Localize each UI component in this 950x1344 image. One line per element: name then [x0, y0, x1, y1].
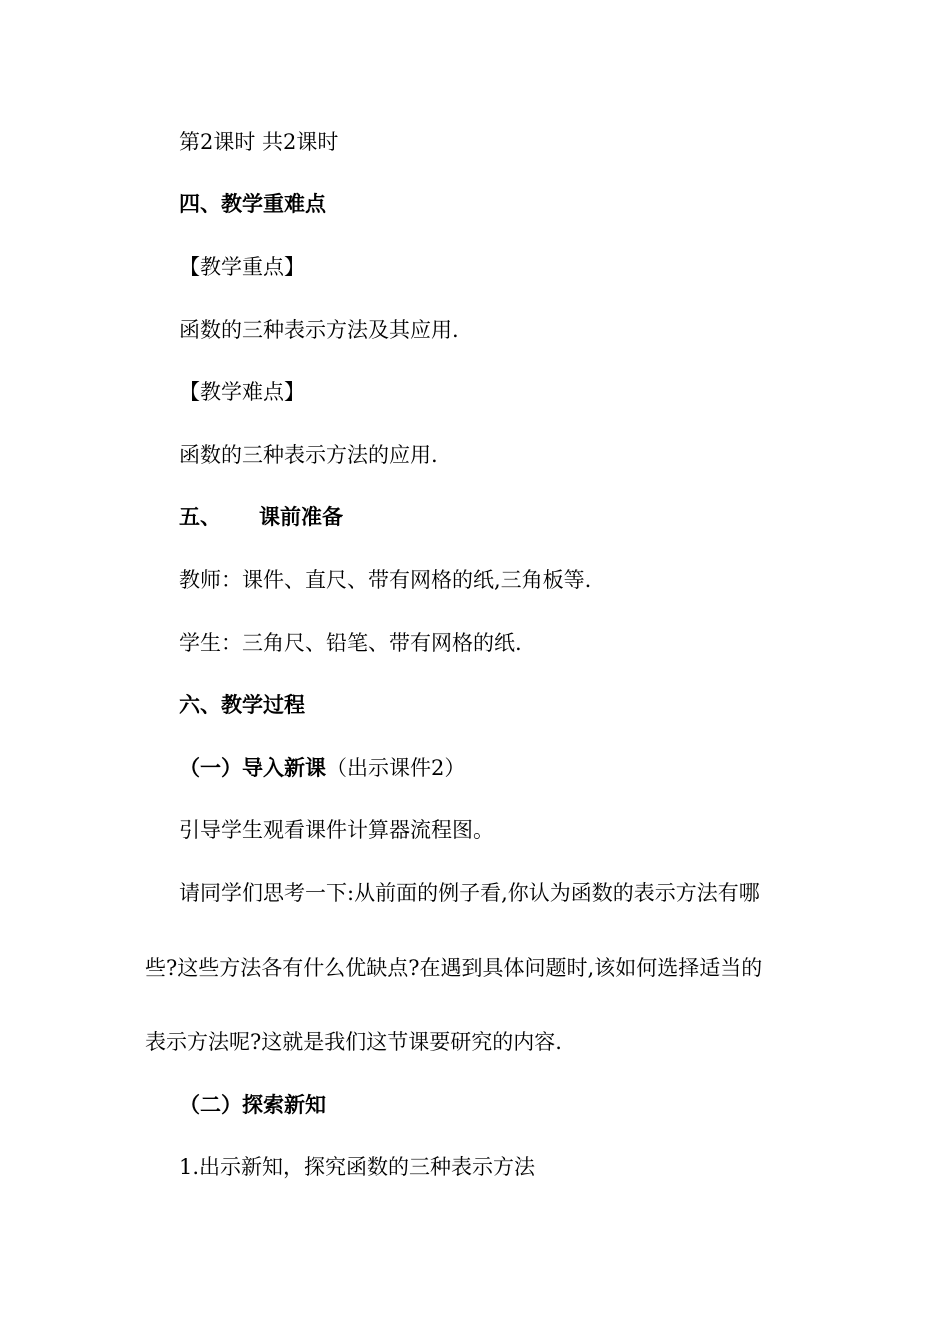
lesson-period: 第2课时 共2课时	[179, 130, 339, 154]
section-heading-teaching-process: 六、教学过程	[179, 692, 305, 717]
guide-text: 引导学生观看课件计算器流程图。	[179, 818, 494, 842]
question-paragraph-line-3: 表示方法呢?这就是我们这节课要研究的内容.	[145, 1030, 562, 1054]
subsection-title: （一）导入新课	[179, 755, 326, 780]
subsection-note: （出示课件2）	[326, 756, 466, 780]
section-heading-preparation	[179, 503, 343, 531]
question-paragraph-line-1: 请同学们思考一下:从前面的例子看,你认为函数的表示方法有哪	[179, 881, 760, 905]
section-heading-key-difficult-points: 四、教学重难点	[179, 191, 326, 216]
difficult-points-text: 函数的三种表示方法的应用.	[179, 443, 438, 467]
subsection-heading-intro	[179, 754, 465, 782]
difficult-points-label: 【教学难点】	[179, 380, 305, 404]
question-paragraph-line-2: 些?这些方法各有什么优缺点?在遇到具体问题时,该如何选择适当的	[145, 956, 763, 980]
student-preparation: 学生：三角尺、铅笔、带有网格的纸.	[179, 631, 522, 655]
section-title: 课前准备	[259, 504, 343, 529]
section-number: 五、	[179, 504, 221, 529]
subsection-heading-explore: （二）探索新知	[179, 1092, 326, 1117]
key-points-text: 函数的三种表示方法及其应用.	[179, 318, 459, 342]
teacher-preparation: 教师：课件、直尺、带有网格的纸,三角板等.	[179, 568, 592, 592]
key-points-label: 【教学重点】	[179, 255, 305, 279]
item-1-text: 1.出示新知，探究函数的三种表示方法	[179, 1155, 536, 1179]
